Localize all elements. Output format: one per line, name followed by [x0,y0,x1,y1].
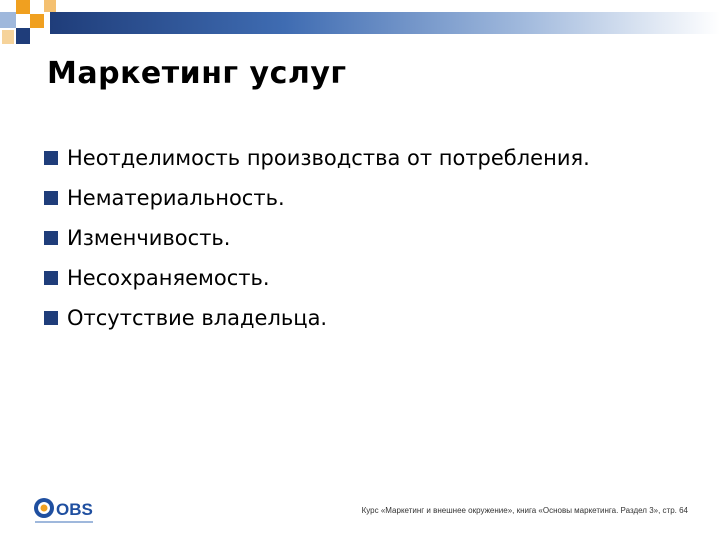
square-bullet-icon [44,231,58,245]
header-gradient-bar [50,12,720,34]
footer-citation: Курс «Маркетинг и внешнее окружение», книга «Основы маркетинга. Раздел 3», стр. 64 [361,506,688,515]
bullet-item [44,138,590,178]
deco-square [16,28,30,44]
bullet-text: Нематериальность. [67,186,285,210]
bullet-list [44,138,590,338]
bullet-text: Изменчивость. [67,226,231,250]
square-bullet-icon [44,151,58,165]
slide-title: Маркетинг услуг [47,56,347,91]
bullet-item [44,298,590,338]
bullet-text: Несохраняемость. [67,266,270,290]
bullet-item [44,178,590,218]
header-decoration [0,0,720,50]
obs-logo-icon [33,494,95,528]
deco-square [2,30,14,44]
deco-square [44,0,56,12]
bullet-text: Неотделимость производства от потребления. [67,146,590,170]
square-bullet-icon [44,271,58,285]
deco-square [0,12,16,28]
deco-square [30,14,44,28]
bullet-item [44,218,590,258]
bullet-text: Отсутствие владельца. [67,306,328,330]
bullet-item [44,258,590,298]
deco-square [16,0,30,14]
square-bullet-icon [44,191,58,205]
square-bullet-icon [44,311,58,325]
logo-text: OBS [56,500,93,519]
